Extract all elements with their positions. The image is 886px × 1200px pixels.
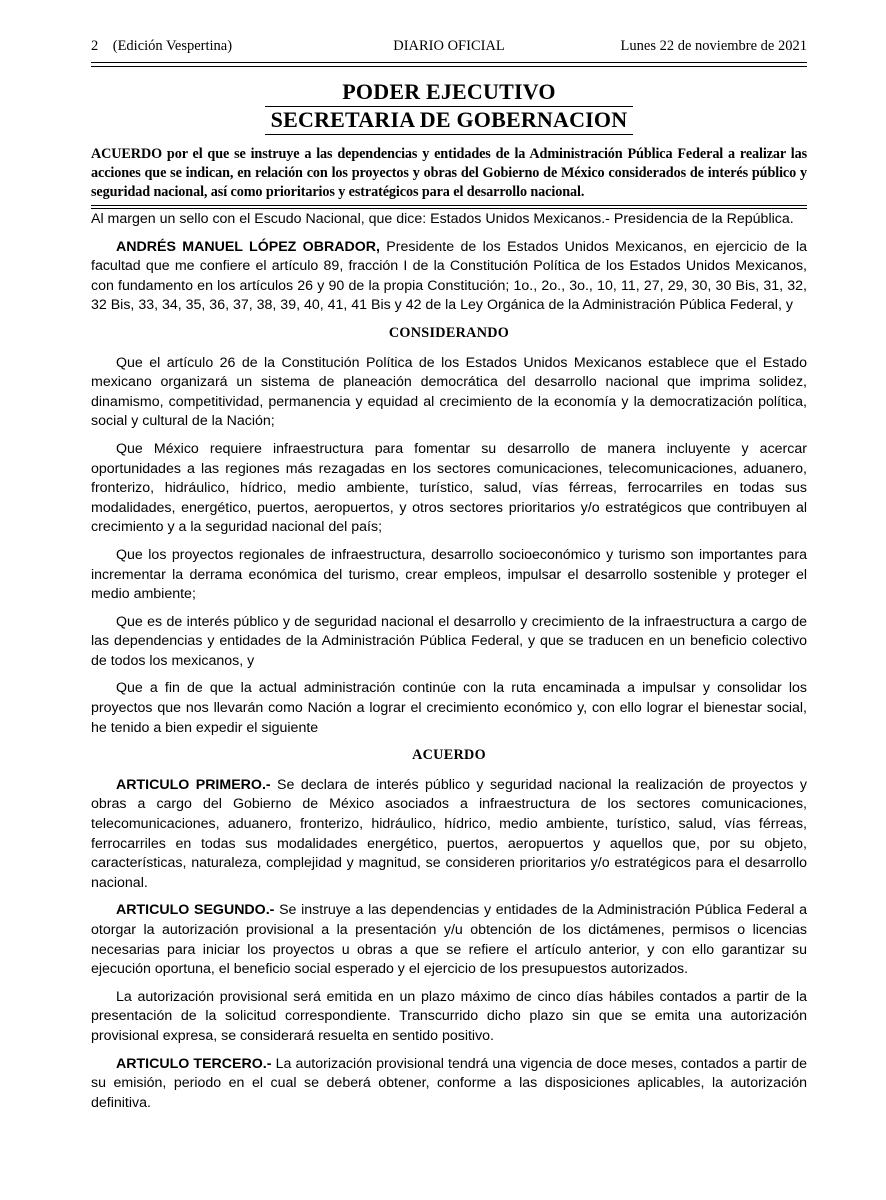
ministry-title-rule [265, 134, 633, 135]
preamble-paragraph [91, 238, 807, 316]
article-label: ARTICULO SEGUNDO.- [116, 902, 275, 919]
preamble-text: Presidente de los Estados Unidos Mexicanos, en ejercicio de la facultad que me confiere el artículo 89, fracción I de la Constitución Política de los Estados Unidos Mexicanos, con fundamento en los artículos 26 y 90 de la propia Constitución; 1o., 2o., 3o., 10, 11, 27, 29, 30, 30 Bis, 31, 32, 32 Bis, 33, 34, 35, 36, 37, 38, 39, 40, 41, 41 Bis y 42 de la Ley Orgánica de la Administración Pública Federal, y [91, 238, 807, 314]
article-text: La autorización provisional será emitida en un plazo máximo de cinco días hábiles contados a partir de la presentación de la solicitud correspondiente. Transcurrido dicho plazo sin que se emita una autorización provisional expresa, se considerará resuelta en sentido positivo. [91, 988, 807, 1044]
header-rule [91, 62, 807, 67]
article-tercero [91, 1055, 807, 1114]
page-number: 2 [91, 38, 99, 54]
considerando-paragraph: Que México requiere infraestructura para fomentar su desarrollo de manera incluyente y acercar oportunidades a las regiones más rezagadas en los sectores comunicaciones, telecomunicaciones, aduanero, fronterizo, hidráulico, hídrico, medio ambiente, turístico, salud, vías férreas, ferrocarriles en todas sus modalidades, energético, puertos, aeropuertos, y otros sectores prioritarios y/o estratégicos que contribuyen al crecimiento y a la seguridad nacional del país; [91, 440, 807, 536]
document-page [91, 38, 807, 1121]
ministry-title: SECRETARIA DE GOBERNACION [270, 107, 628, 132]
header-left [91, 38, 321, 55]
title-block [91, 79, 807, 135]
document-title: ACUERDO por el que se instruye a las dependencias y entidades de la Administración Pública Federal a realizar las acciones que se indican, en relación con los proyectos y obras del Gobierno de México considerados de interés público y seguridad nacional, así como prioritarios y estratégicos para el desarrollo nacional. [91, 146, 807, 200]
considerando-paragraph: Que el artículo 26 de la Constitución Política de los Estados Unidos Mexicanos establece que el Estado mexicano organizará un sistema de planeación democrática del desarrollo nacional que imprima solidez, dinamismo, competitividad, permanencia y equidad al crecimiento de la economía y la democratización política, social y cultural de la Nación; [91, 354, 807, 430]
considerando-paragraph: Que los proyectos regionales de infraestructura, desarrollo socioeconómico y turismo son importantes para incrementar la derrama económica del turismo, crear empleos, impulsar el desarrollo sostenible y proteger el medio ambiente; [91, 546, 807, 603]
considerando-paragraph: Que a fin de que la actual administración continúe con la ruta encaminada a impulsar y consolidar los proyectos que nos llevarán como Nación a lograr el crecimiento económico y, con ello lograr el bienestar social, he tenido a bien expedir el siguiente [91, 680, 807, 736]
page-header [91, 38, 807, 60]
document-body [91, 210, 807, 1113]
article-label: ARTICULO PRIMERO.- [116, 776, 271, 793]
seal-note: Al margen un sello con el Escudo Nacional, que dice: Estados Unidos Mexicanos.- Presidencia de la República. [91, 211, 794, 227]
publication-name: DIARIO OFICIAL [393, 38, 505, 54]
considerando-paragraph: Que es de interés público y de seguridad nacional el desarrollo y crecimiento de la infraestructura a cargo de las dependencias y entidades de la Administración Pública Federal, y que se traducen en un beneficio colectivo de todos los mexicanos, y [91, 613, 807, 669]
article-primero [91, 776, 807, 894]
article-text: La autorización provisional tendrá una vigencia de doce meses, contados a partir de su emisión, periodo en el cual se deberá obtener, conforme a las disposiciones aplicables, la autorización definitiva. [91, 1055, 807, 1111]
branch-title: PODER EJECUTIVO [342, 79, 556, 104]
article-text: Se instruye a las dependencias y entidades de la Administración Pública Federal a otorgar la autorización provisional a la presentación y/u obtención de los dictámenes, permisos o licencias necesarias para iniciar los proyectos u obras a que se refiere el artículo anterior, y con ello garantizar su ejecución oportuna, el beneficio social esperado y el ejercicio de los presupuestos autorizados. [91, 902, 807, 978]
article-label: ARTICULO TERCERO.- [116, 1055, 272, 1072]
acuerdo-heading: ACUERDO [412, 747, 486, 764]
article-segundo-continuation [91, 988, 807, 1047]
edition-label: (Edición Vespertina) [112, 38, 233, 54]
article-text: Se declara de interés público y seguridad nacional la realización de proyectos y obras a cargo del Gobierno de México asociados a infraestructura de los sectores comunicaciones, telecomunicaciones, aduanero, fronterizo, hidráulico, hídrico, medio ambiente, turístico, salud, vías férreas, ferrocarriles en todas sus modalidades energético, puertos, aeropuertos y aquellos que, por su objeto, características, naturaleza, complejidad y magnitud, se consideren prioritarios y/o estratégicos para el desarrollo nacional. [91, 776, 807, 891]
president-name: ANDRÉS MANUEL LÓPEZ OBRADOR, [116, 238, 380, 255]
publication-date: Lunes 22 de noviembre de 2021 [620, 38, 807, 54]
article-segundo [91, 901, 807, 979]
title-separator-rule [91, 205, 807, 209]
considerando-heading: CONSIDERANDO [388, 324, 510, 341]
